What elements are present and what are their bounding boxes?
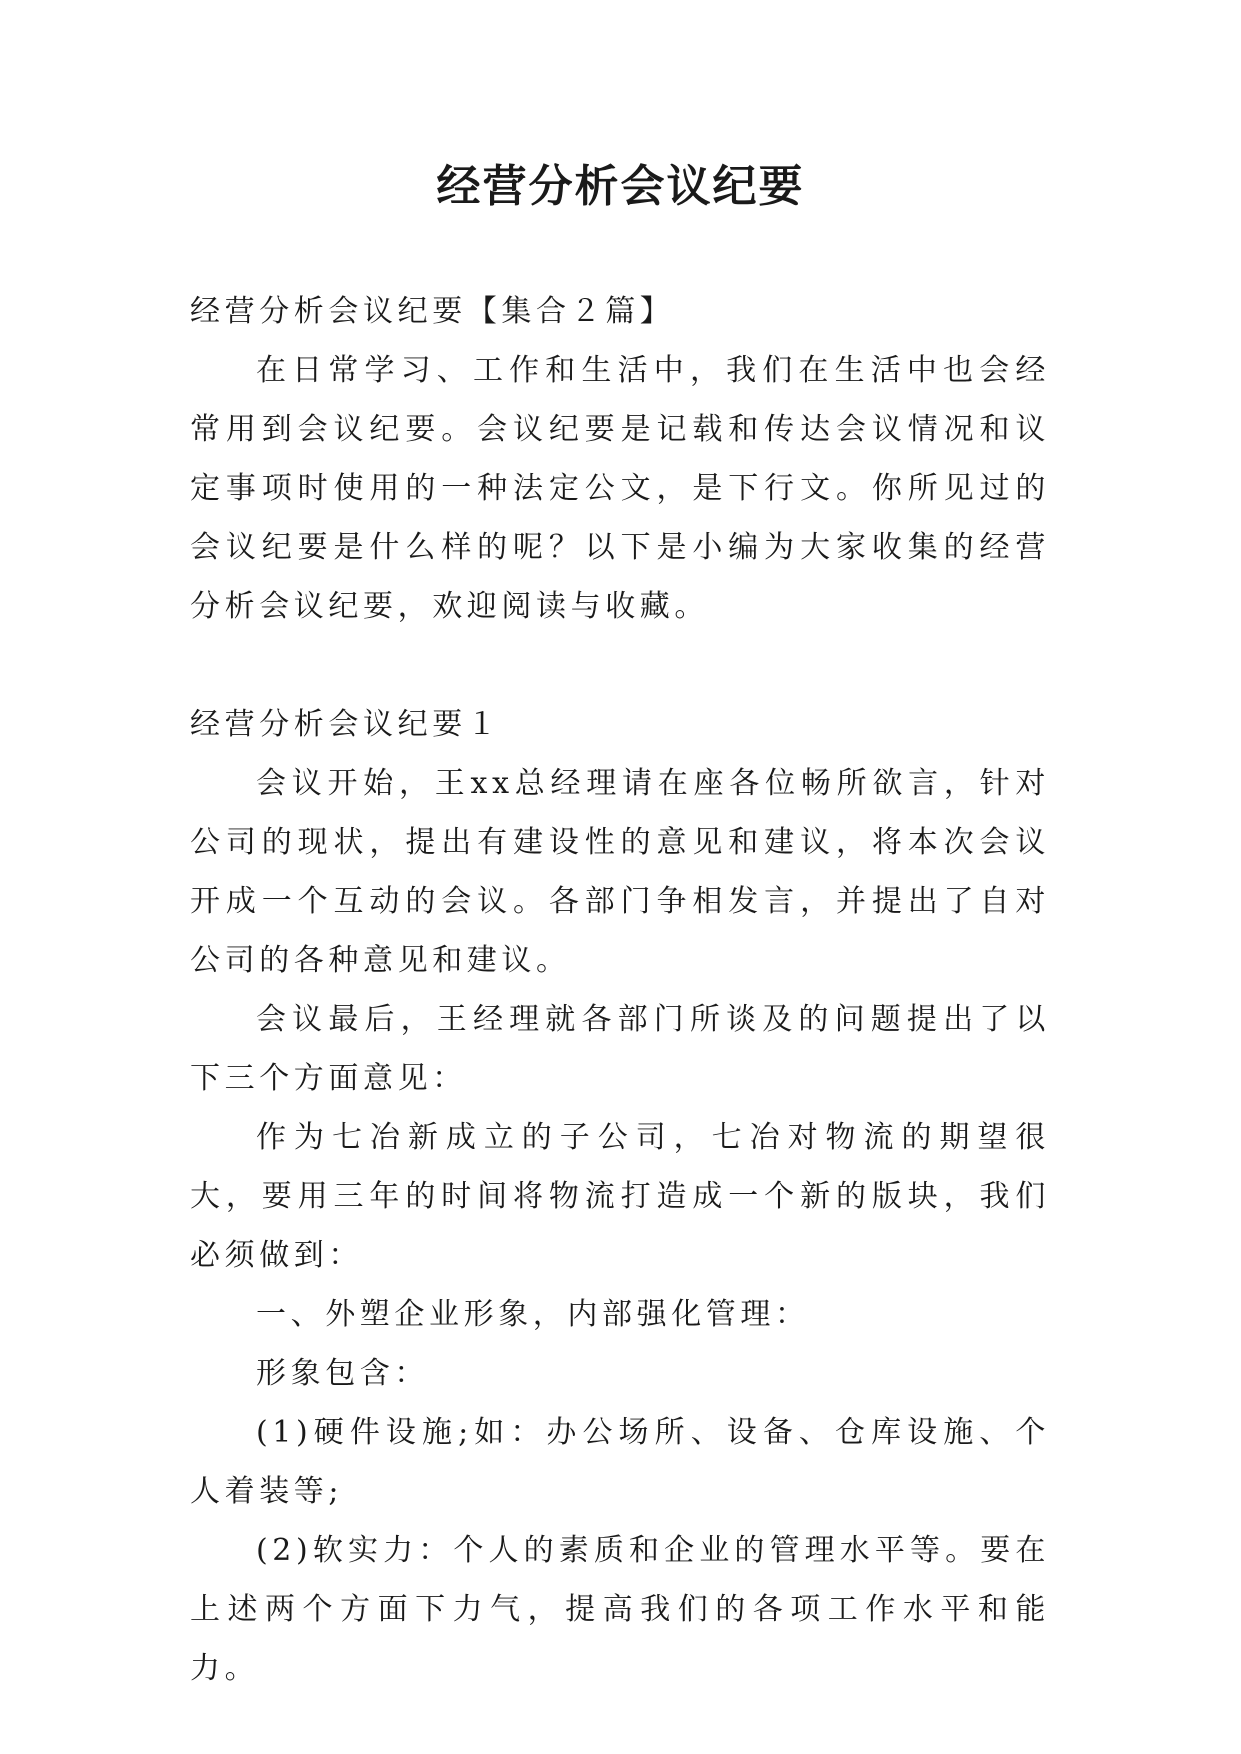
- paragraph-meeting-end: 会议最后，王经理就各部门所谈及的问题提出了以下三个方面意见：: [190, 1002, 1050, 1096]
- paragraph-soft-power: (2)软实力：个人的素质和企业的管理水平等。要在上述两个方面下力气，提高我们的各项工作水平和能力。: [190, 1533, 1050, 1686]
- paragraph-point-one: 一、外塑企业形象，内部强化管理：: [256, 1297, 810, 1332]
- paragraph-hardware: (1)硬件设施;如：办公场所、设备、仓库设施、个人着装等;: [190, 1415, 1050, 1509]
- collection-heading: 经营分析会议纪要【集合２篇】: [190, 294, 675, 329]
- section-heading: 经营分析会议纪要１: [190, 707, 502, 742]
- document-title: 经营分析会议纪要: [436, 161, 805, 212]
- document-body: [190, 282, 1050, 1698]
- paragraph-image-includes: 形象包含：: [256, 1356, 429, 1391]
- paragraph-meeting-start: 会议开始，王xx总经理请在座各位畅所欲言，针对公司的现状，提出有建设性的意见和建议，将本次会议开成一个互动的会议。各部门争相发言，并提出了自对公司的各种意见和建议。: [190, 766, 1050, 978]
- paragraph-subsidiary: 作为七冶新成立的子公司，七冶对物流的期望很大，要用三年的时间将物流打造成一个新的版块，我们必须做到：: [190, 1120, 1050, 1273]
- intro-paragraph: 在日常学习、工作和生活中，我们在生活中也会经常用到会议纪要。会议纪要是记载和传达会议情况和议定事项时使用的一种法定公文，是下行文。你所见过的会议纪要是什么样的呢？以下是小编为大家收集的经营分析会议纪要，欢迎阅读与收藏。: [190, 353, 1050, 624]
